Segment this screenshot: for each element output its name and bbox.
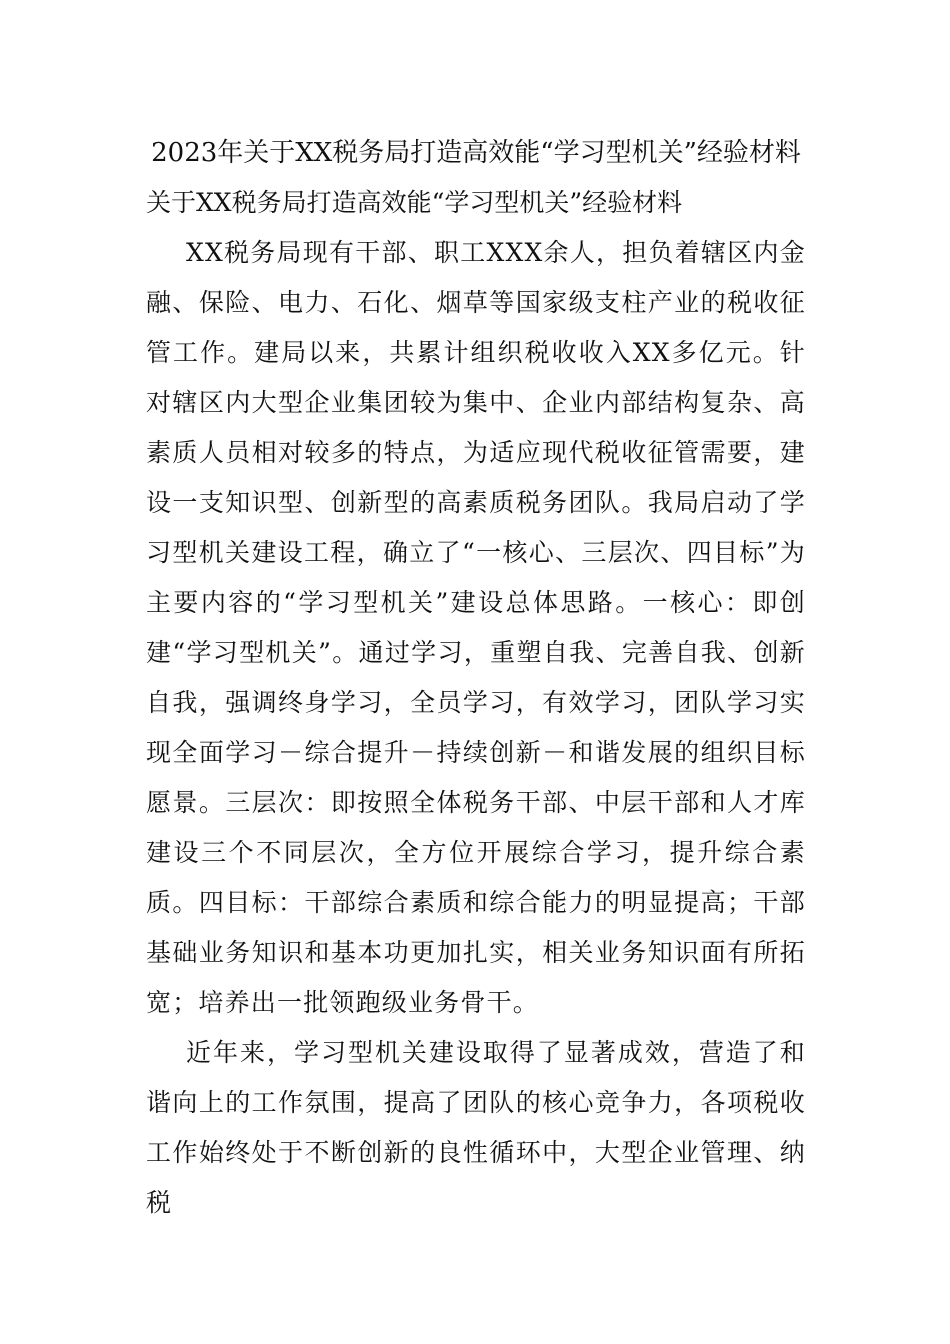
document-subtitle: 关于XX税务局打造高效能“学习型机关”经验材料: [146, 188, 683, 217]
document-title: 2023年关于XX税务局打造高效能“学习型机关”经验材料: [151, 138, 801, 168]
paragraph-2: 近年来，学习型机关建设取得了显著成效，营造了和谐向上的工作氛围，提高了团队的核心竞争力，各项税收工作始终处于不断创新的良性循环中，大型企业管理、纳税: [146, 1038, 806, 1217]
paragraph-1: XX税务局现有干部、职工XXX余人，担负着辖区内金融、保险、电力、石化、烟草等国家级支柱产业的税收征管工作。建局以来，共累计组织税收收入XX多亿元。针对辖区内大型企业集团较为集中、企业内部结构复杂、高素质人员相对较多的特点，为适应现代税收征管需要，建设一支知识型、创新型的高素质税务团队。我局启动了学习型机关建设工程，确立了“一核心、三层次、四目标”为主要内容的“学习型机关”建设总体思路。一核心：即创建“学习型机关”。通过学习，重塑自我、完善自我、创新自我，强调终身学习，全员学习，有效学习，团队学习实现全面学习－综合提升－持续创新－和谐发展的组织目标愿景。三层次：即按照全体税务干部、中层干部和人才库建设三个不同层次，全方位开展综合学习，提升综合素质。四目标：干部综合素质和综合能力的明显提高；干部基础业务知识和基本功更加扎实，相关业务知识面有所拓宽；培养出一批领跑级业务骨干。: [146, 238, 806, 1017]
document-body: [146, 128, 806, 1228]
